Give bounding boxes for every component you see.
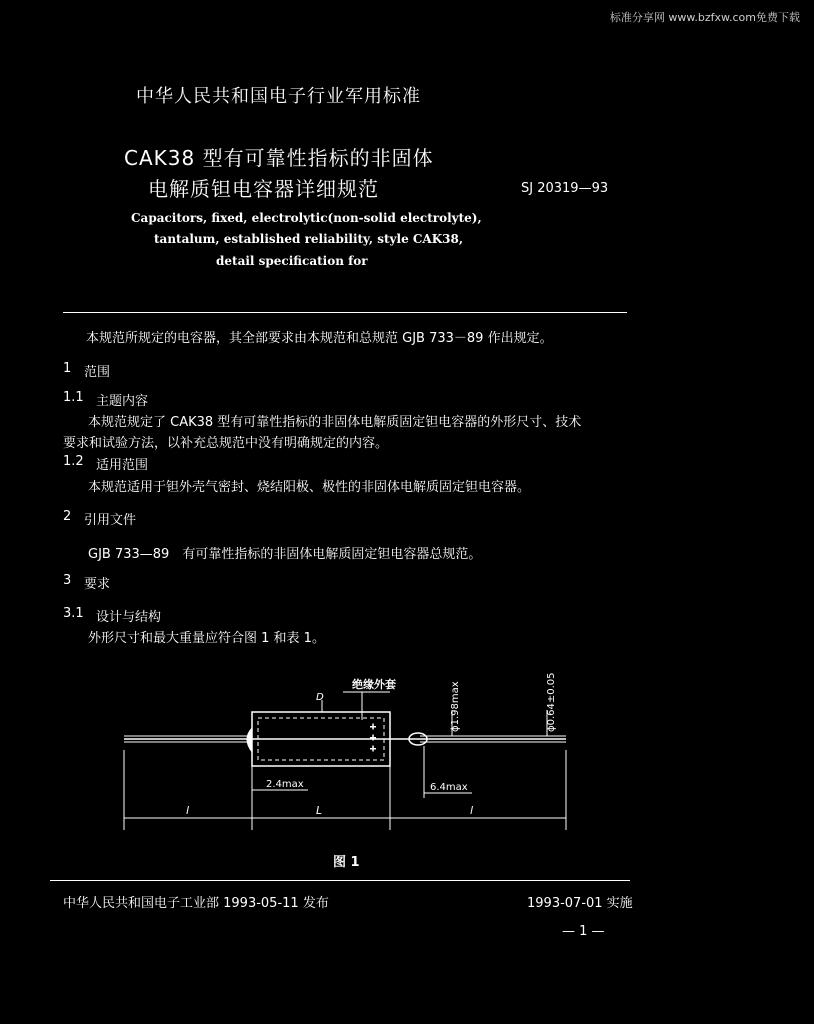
page-number: — 1 — bbox=[562, 924, 605, 939]
label-left-dimension: 2.4max bbox=[266, 779, 304, 790]
figure-caption: 图 1 bbox=[333, 855, 360, 870]
section-2-text: GJB 733—89 有可靠性指标的非固体电解质固定钽电容器总规范。 bbox=[88, 547, 482, 562]
section-1-title: 范围 bbox=[84, 365, 111, 380]
section-3-1-text: 外形尺寸和最大重量应符合图 1 和表 1。 bbox=[88, 631, 325, 646]
section-1-2-text: 本规范适用于钽外壳气密封、烧结阳极、极性的非固体电解质固定钽电容器。 bbox=[88, 480, 531, 495]
label-lead-length-right: l bbox=[470, 804, 474, 817]
section-2-number: 2 bbox=[63, 509, 72, 524]
label-lead-max-diameter: ϕ1.98max bbox=[450, 681, 461, 732]
label-lead-wire-diameter: ϕ0.64±0.05 bbox=[546, 672, 557, 732]
capacitor-outline-drawing bbox=[100, 640, 590, 845]
english-title-line1: Capacitors, fixed, electrolytic(non-solid electrolyte), bbox=[131, 211, 482, 225]
issue-date: 中华人民共和国电子工业部 1993-05-11 发布 bbox=[63, 896, 329, 911]
section-3-number: 3 bbox=[63, 573, 72, 588]
english-title-line2: tantalum, established reliability, style CAK38, bbox=[154, 232, 464, 246]
label-body-length: L bbox=[316, 804, 323, 817]
label-right-dimension: 6.4max bbox=[430, 782, 468, 793]
standard-code: SJ 20319—93 bbox=[521, 181, 609, 196]
label-body-diameter: D bbox=[316, 692, 324, 703]
section-1-1-title: 主题内容 bbox=[96, 394, 149, 409]
document-title-line2: 电解质钽电容器详细规范 bbox=[148, 177, 379, 201]
header-divider bbox=[63, 312, 627, 313]
section-3-title: 要求 bbox=[84, 577, 111, 592]
section-1-number: 1 bbox=[63, 361, 72, 376]
section-1-2-number: 1.2 bbox=[63, 454, 84, 469]
section-1-1-number: 1.1 bbox=[63, 390, 84, 405]
standard-organization: 中华人民共和国电子行业军用标准 bbox=[136, 86, 421, 107]
label-lead-length-left: l bbox=[186, 804, 190, 817]
intro-paragraph: 本规范所规定的电容器，其全部要求由本规范和总规范 GJB 733－89 作出规定。 bbox=[86, 331, 553, 346]
section-1-2-title: 适用范围 bbox=[96, 458, 149, 473]
document-title-line1: CAK38 型有可靠性指标的非固体 bbox=[124, 146, 434, 170]
section-1-1-text-line1: 本规范规定了 CAK38 型有可靠性指标的非固体电解质固定钽电容器的外形尺寸、技术 bbox=[88, 415, 582, 430]
insulation-sleeve-label: 绝缘外套 bbox=[352, 678, 396, 691]
effective-date: 1993-07-01 实施 bbox=[527, 896, 633, 911]
section-2-title: 引用文件 bbox=[84, 513, 137, 528]
section-3-1-title: 设计与结构 bbox=[96, 610, 162, 625]
footer-divider bbox=[50, 880, 630, 881]
section-3-1-number: 3.1 bbox=[63, 606, 84, 621]
watermark: 标准分享网 www.bzfxw.com免费下载 bbox=[609, 11, 800, 24]
english-title-line3: detail specification for bbox=[216, 254, 368, 268]
section-1-1-text-line2: 要求和试验方法，以补充总规范中没有明确规定的内容。 bbox=[63, 436, 389, 451]
